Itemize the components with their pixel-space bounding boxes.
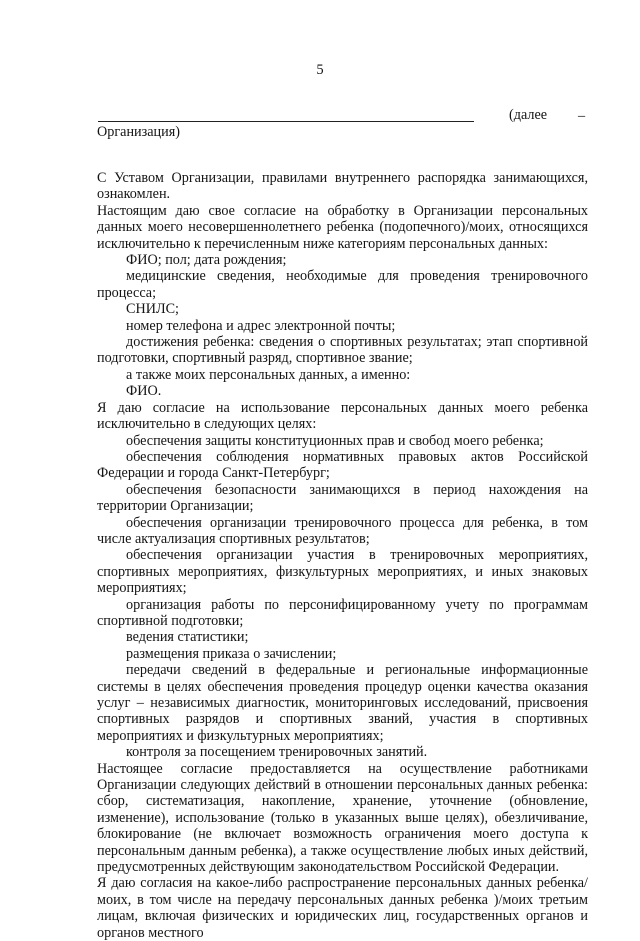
paragraph: а также моих персональных данных, а именно:: [126, 366, 411, 383]
paragraph: обеспечения соблюдения нормативных правовых актов Российской Федерации и города Санкт-Петербург;: [97, 448, 588, 482]
paragraph: медицинские сведения, необходимые для проведения тренировочного процесса;: [97, 268, 588, 301]
paragraph: Я даю согласие на использование персональных данных моего ребенка исключительно в следующих целях:: [97, 399, 588, 433]
hereinafter-label: (далее: [509, 107, 548, 123]
paragraph: номер телефона и адрес электронной почты;: [126, 317, 396, 334]
organization-line: Организация): [97, 124, 180, 140]
paragraph: ФИО; пол; дата рождения;: [126, 252, 287, 269]
paragraph: Я даю согласия на какое-либо распространение персональных данных ребенка/моих, в том числе на передачу персональных данных ребенка )/моих третьим лицам, включая физических и юридических лиц, государственных органов и органов местного: [97, 875, 588, 941]
paragraph: Настоящим даю свое согласие на обработку в Организации персональных данных моего несовершеннолетнего ребенка (подопечного)/моих, относящихся исключительно к перечисленным ниже категориям персональных данных:: [97, 202, 588, 252]
paragraph: Настоящее согласие предоставляется на осуществление работниками Организации следующих действий в отношении персональных данных ребенка: сбор, систематизация, накопление, хранение, уточнение (обновление, изменение), использование (только в указанных выше целях), обезличивание, блокирование (не включает возможность ограничения моего доступа к персональным данным ребенка), а также осуществление любых иных действий, предусмотренных действующим законодательством Российской Федерации.: [97, 760, 588, 876]
paragraph: обеспечения защиты конституционных прав и свобод моего ребенка;: [126, 432, 544, 449]
paragraph: передачи сведений в федеральные и региональные информационные системы в целях обеспечения проведения процедур оценки качества оказания услуг – независимых диагностик, мониторинговых исследований, присвоения спортивных разрядов и спортивных званий, участия в спортивных мероприятиях и физкультурных мероприятиях;: [97, 662, 588, 744]
paragraph: обеспечения безопасности занимающихся в период нахождения на территории Организации;: [97, 481, 588, 515]
paragraph: СНИЛС;: [126, 301, 179, 318]
paragraph: обеспечения организации участия в тренировочных мероприятиях, спортивных мероприятиях, физкультурных мероприятиях, и иных знаковых мероприятиях;: [97, 547, 588, 597]
blank-fill-line: [98, 121, 474, 122]
page-number: 5: [316, 62, 324, 78]
paragraph: ведения статистики;: [126, 629, 249, 646]
paragraph: достижения ребенка: сведения о спортивных результатах; этап спортивной подготовки, спортивный разряд, спортивное звание;: [97, 334, 588, 367]
paragraph: контроля за посещением тренировочных занятий.: [126, 744, 428, 761]
document-body: [97, 170, 588, 941]
paragraph: организация работы по персонифицированному учету по программам спортивной подготовки;: [97, 596, 588, 629]
paragraph: размещения приказа о зачислении;: [126, 645, 337, 662]
paragraph: ФИО.: [126, 383, 162, 400]
paragraph: обеспечения организации тренировочного процесса для ребенка, в том числе актуализация спортивных результатов;: [97, 514, 588, 547]
dash-mark: –: [578, 108, 586, 124]
paragraph: С Уставом Организации, правилами внутреннего распорядка занимающихся, ознакомлен.: [97, 170, 588, 203]
